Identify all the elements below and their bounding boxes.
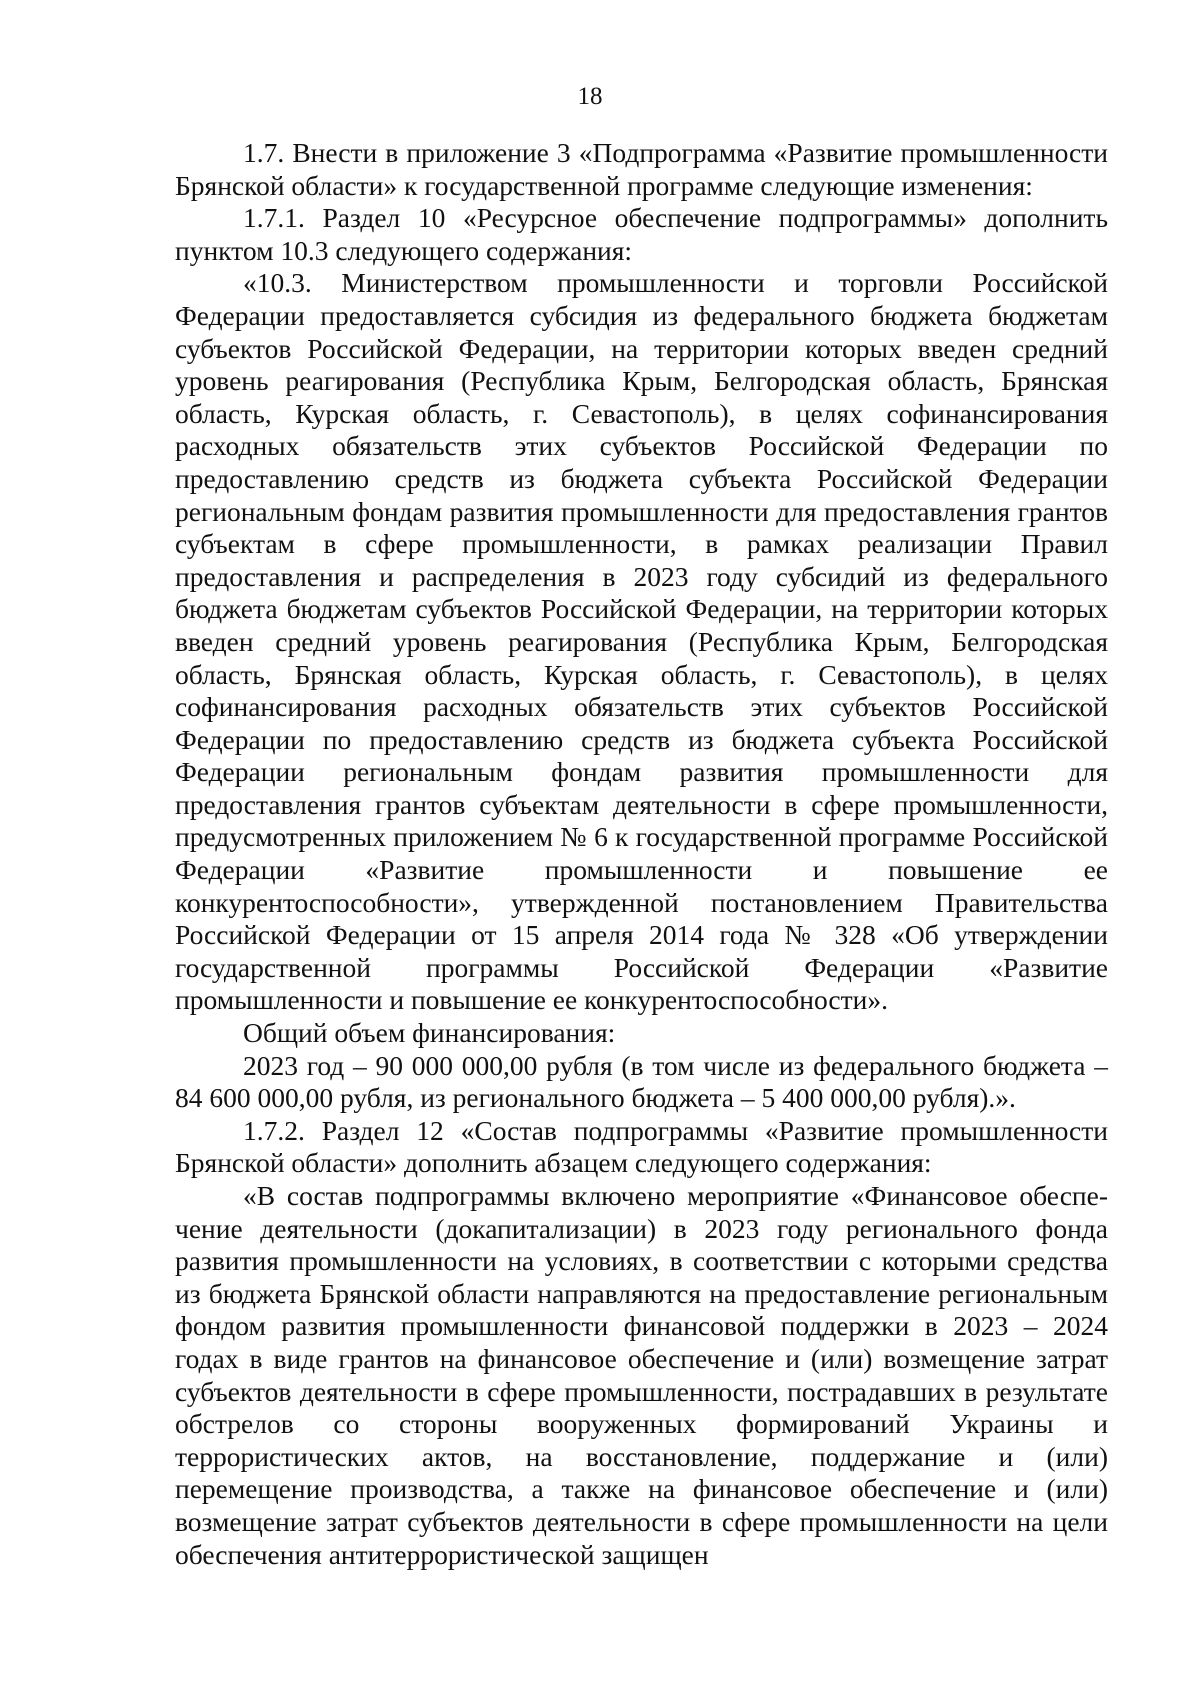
paragraph-1-7: 1.7. Внести в приложение 3 «Подпрограмма «Развитие промышленности Брянской области» к государственной программе следующие изменения:	[175, 137, 1108, 201]
paragraph-10-3: «10.3. Министерством промышленности и торговли Российской Федерации предоставляется субсидия из федерального бюджета бюджетам субъектов Российской Федерации, на территории которых введен средний уровень реагирования (Республика Крым, Белгородская область, Брянская область, Курская область, г. Севастополь), в целях софинансирования расходных обязательств этих субъектов Российской Федерации по предоставлению средств из бюджета субъекта Российской Федерации региональным фондам развития промышленности для предоставления грантов субъектам в сфере промышленности, в рамках реализации Правил предоставления и распределения в 2023 году субсидий из федерального бюджета бюджетам субъектов Российской Федерации, на территории которых введен средний уровень реагирования (Республика Крым, Белгородская область, Брянская область, Курская область, г. Севастополь), в целях софинансирования расходных обязательств этих субъектов Российской Федерации по предоставлению средств из бюджета субъекта Российской Федерации региональным фондам развития промышленности для предоставления грантов субъектам деятельности в сфере промышленности, предусмотренных приложением № 6 к государственной программе Российской Федерации «Развитие промышленности и повышение ее конкурентоспособности», утвержденной постановлением Правительства Российской Федерации от 15 апреля 2014 года № 328 «Об утверждении государственной программы Российской Федерации «Развитие промышленности и повышение ее конкурентоспособности».	[175, 267, 1108, 1016]
document-body	[175, 137, 1108, 1571]
paragraph-1-7-2: 1.7.2. Раздел 12 «Состав подпрограммы «Развитие промышленности Брянской области» дополнить абзацем следующего содержания:	[175, 1114, 1108, 1179]
page-number: 18	[577, 83, 603, 110]
paragraph-financing-2023: 2023 год – 90 000 000,00 рубля (в том числе из федерального бюджета – 84 600 000,00 рубля, из регионального бюджета – 5 400 000,00 рубля).».	[175, 1049, 1108, 1114]
paragraph-subprogram-composition: «В состав подпрограммы включено мероприятие «Финансовое обеспечение деятельности (докапитализации) в 2023 году регионального фонда развития промышленности на условиях, в соответствии с которыми средства из бюджета Брянской области направляются на предоставление региональным фондом развития промышленности финансовой поддержки в 2023 – 2024 годах в виде грантов на финансовое обеспечение и (или) возмещение затрат субъектов деятельности в сфере промышленности, пострадавших в результате обстрелов со стороны вооруженных формирований Украины и террористических актов, на восстановление, поддержание и (или) перемещение производства, а также на финансовое обеспечение и (или) возмещение затрат субъектов деятельности в сфере промышленности на цели обеспечения антитеррористической защищен	[175, 1180, 1108, 1570]
paragraph-1-7-1: 1.7.1. Раздел 10 «Ресурсное обеспечение подпрограммы» дополнить пунктом 10.3 следующего содержания:	[175, 202, 1108, 266]
paragraph-total-financing: Общий объем финансирования:	[243, 1017, 616, 1049]
